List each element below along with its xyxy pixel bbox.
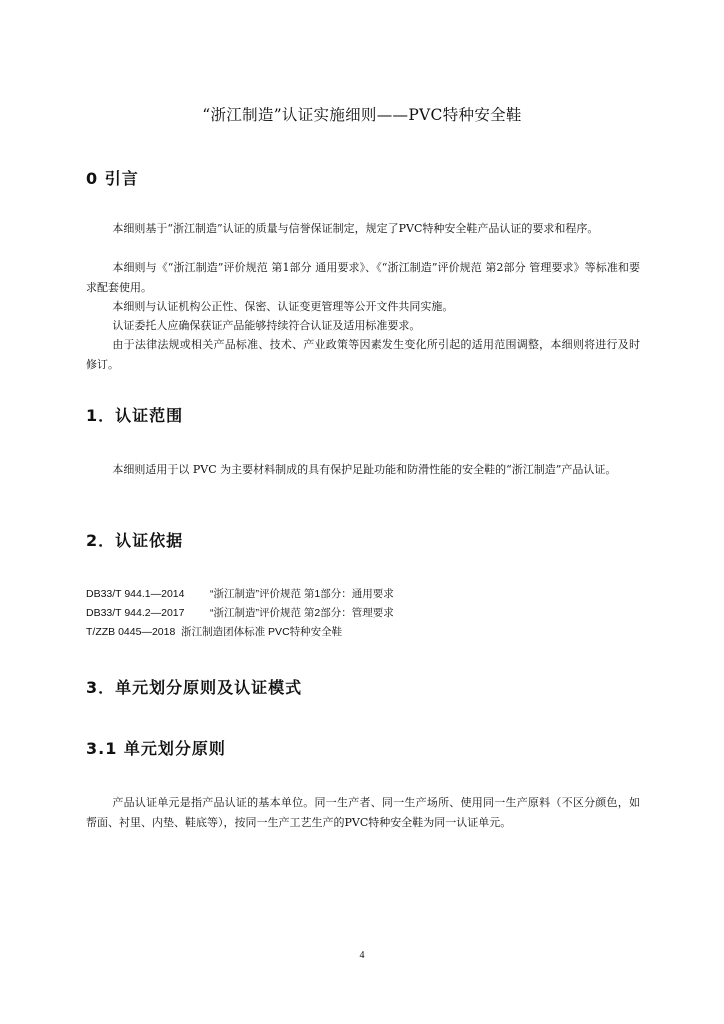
section-heading-unit-principle: 3.1 单元划分原则 [86, 739, 226, 758]
intro-paragraph-1: 本细则基于“浙江制造”认证的质量与信誉保证制定，规定了PVC特种安全鞋产品认证的要求和程序。 [112, 222, 599, 235]
intro-paragraph-5: 由于法律法规或相关产品标准、技术、产业政策等因素发生变化所引起的适用范围调整，本细则将进行及时修订。 [86, 338, 640, 371]
reference-item [86, 623, 342, 641]
document-title: “浙江制造”认证实施细则——PVC特种安全鞋 [202, 106, 522, 124]
section-heading-intro: 0 引言 [86, 169, 139, 188]
reference-code: DB33/T 944.2—2017 [86, 607, 185, 619]
unit-principle-paragraph: 产品认证单元是指产品认证的基本单位。同一生产者、同一生产场所、使用同一生产原料（不区分颜色，如帮面、衬里、内垫、鞋底等），按同一生产工艺生产的PVC特种安全鞋为同一认证单元。 [86, 796, 640, 829]
reference-name: “浙江制造”评价规范 第1部分：通用要求 [210, 588, 394, 600]
intro-paragraph-2: 本细则与《“浙江制造”评价规范 第1部分 通用要求》、《“浙江制造”评价规范 第2部分 管理要求》等标准和要求配套使用。 [86, 261, 640, 294]
intro-paragraph-3: 本细则与认证机构公正性、保密、认证变更管理等公开文件共同实施。 [112, 300, 454, 313]
reference-code: DB33/T 944.1—2014 [86, 588, 185, 600]
intro-paragraph-4: 认证委托人应确保获证产品能够持续符合认证及适用标准要求。 [112, 319, 421, 332]
scope-paragraph: 本细则适用于以 PVC 为主要材料制成的具有保护足趾功能和防滑性能的安全鞋的“浙江制造”产品认证。 [112, 463, 617, 476]
section-heading-basis: 2．认证依据 [86, 531, 184, 550]
reference-name: 浙江制造团体标准 PVC特种安全鞋 [181, 626, 343, 638]
page-number: 4 [359, 950, 365, 961]
section-heading-unit-mode: 3．单元划分原则及认证模式 [86, 678, 303, 697]
section-heading-scope: 1．认证范围 [86, 406, 184, 425]
reference-code: T/ZZB 0445—2018 [86, 626, 176, 638]
reference-name: “浙江制造”评价规范 第2部分：管理要求 [210, 607, 394, 619]
reference-item [86, 604, 394, 622]
reference-item [86, 585, 394, 603]
